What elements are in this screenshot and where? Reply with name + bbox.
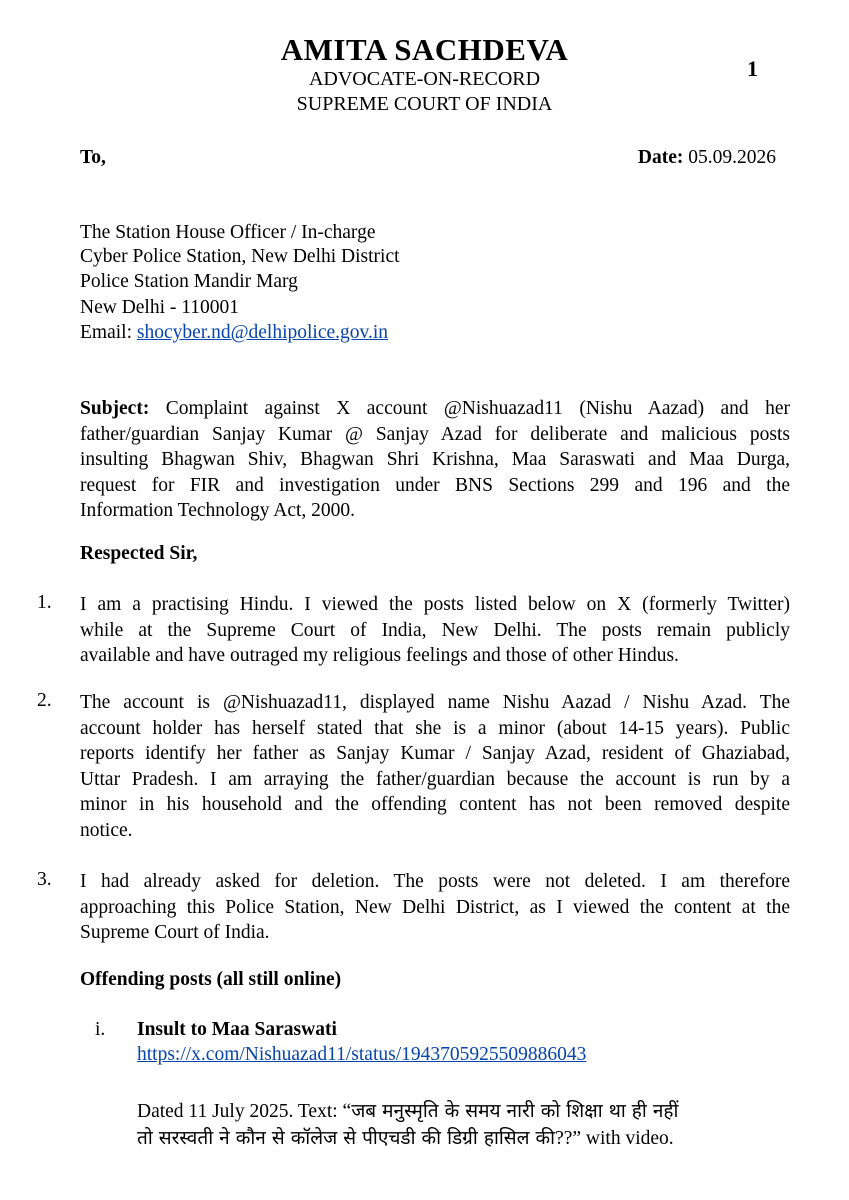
subject-line-3: insulting Bhagwan Shiv, Bhagwan Shri Krishna, Maa Saraswati and Maa Durga,	[80, 449, 790, 471]
post-title-1: Insult to Maa Saraswati	[137, 1019, 337, 1040]
date-value: 05.09.2026	[688, 147, 776, 168]
paragraph-2-line-6: notice.	[80, 819, 133, 841]
post-desc-suffix: ??” with video.	[555, 1128, 674, 1149]
paragraph-3-line-3: Supreme Court of India.	[80, 922, 270, 944]
paragraph-2	[80, 690, 790, 844]
offending-posts-heading: Offending posts (all still online)	[80, 969, 342, 990]
post-url-link-1[interactable]: https://x.com/Nishuazad11/status/1943705925509886043	[137, 1044, 587, 1065]
letterhead-name: AMITA SACHDEVA	[280, 32, 569, 67]
paragraph-3	[80, 869, 790, 946]
subject-label: Subject:	[80, 398, 150, 419]
page-number: 1	[747, 56, 758, 81]
post-desc-hindi-2: तो सरस्वती ने कौन से कॉलेज से पीएचडी की डिग्री हासिल की	[137, 1127, 556, 1149]
letterhead-designation: ADVOCATE-ON-RECORD	[308, 68, 541, 90]
addressee-line-4: New Delhi - 110001	[80, 297, 240, 318]
post-description-line-1	[137, 1097, 678, 1123]
paragraph-2-line-3: reports identify her father as Sanjay Kumar / Sanjay Azad, resident of Ghaziabad,	[80, 743, 790, 765]
paragraph-1-line-2: while at the Supreme Court of India, New Delhi. The posts remain publicly	[80, 619, 790, 641]
salutation: Respected Sir,	[80, 543, 198, 564]
post-description-line-2	[137, 1124, 674, 1150]
email-link[interactable]: shocyber.nd@delhipolice.gov.in	[136, 322, 389, 343]
to-label: To,	[80, 147, 106, 168]
paragraph-2-line-4: Uttar Pradesh. I am arraying the father/guardian because the account is run by a	[80, 768, 790, 790]
paragraph-number-1: 1.	[37, 592, 52, 613]
paragraph-1-line-1: I am a practising Hindu. I viewed the posts listed below on X (formerly Twitter)	[80, 594, 790, 615]
post-url-line-1	[137, 1044, 586, 1066]
subject-line-4: request for FIR and investigation under BNS Sections 299 and 196 and the	[80, 474, 790, 496]
post-desc-prefix: Dated 11 July 2025. Text: “	[137, 1101, 352, 1122]
email-label: Email:	[80, 322, 132, 343]
paragraph-number-2: 2.	[37, 690, 52, 711]
date-label: Date:	[637, 147, 684, 168]
paragraph-1	[80, 592, 790, 669]
subject-line-1: Complaint against X account @Nishuazad11 (Nishu Aazad) and her	[165, 398, 791, 419]
paragraph-number-3: 3.	[37, 869, 52, 890]
addressee-line-2: Cyber Police Station, New Delhi District	[80, 246, 400, 267]
paragraph-2-line-5: minor in his household and the offending content has not been removed despite	[80, 794, 790, 816]
paragraph-3-line-1: I had already asked for deletion. The posts were not deleted. I am therefore	[80, 871, 790, 892]
addressee-line-3: Police Station Mandir Marg	[80, 271, 298, 292]
addressee-line-1: The Station House Officer / In-charge	[80, 222, 376, 243]
post-numeral-1: i.	[95, 1019, 106, 1040]
subject-line-2: father/guardian Sanjay Kumar @ Sanjay Azad for deliberate and malicious posts	[80, 423, 790, 445]
paragraph-2-line-2: account holder has herself stated that she is a minor (about 14-15 years). Public	[80, 717, 790, 739]
letter-date	[638, 147, 776, 169]
letterhead-court: SUPREME COURT OF INDIA	[296, 93, 553, 115]
subject-block	[80, 396, 790, 524]
email-line	[80, 322, 388, 344]
paragraph-2-line-1: The account is @Nishuazad11, displayed name Nishu Aazad / Nishu Azad. The	[80, 692, 790, 713]
paragraph-3-line-2: approaching this Police Station, New Delhi District, as I viewed the content at the	[80, 896, 790, 918]
paragraph-1-line-3: available and have outraged my religious feelings and those of other Hindus.	[80, 645, 679, 667]
subject-line-5: Information Technology Act, 2000.	[80, 500, 356, 522]
post-desc-hindi-1: जब मनुस्मृति के समय नारी को शिक्षा था ही नहीं	[351, 1100, 679, 1122]
